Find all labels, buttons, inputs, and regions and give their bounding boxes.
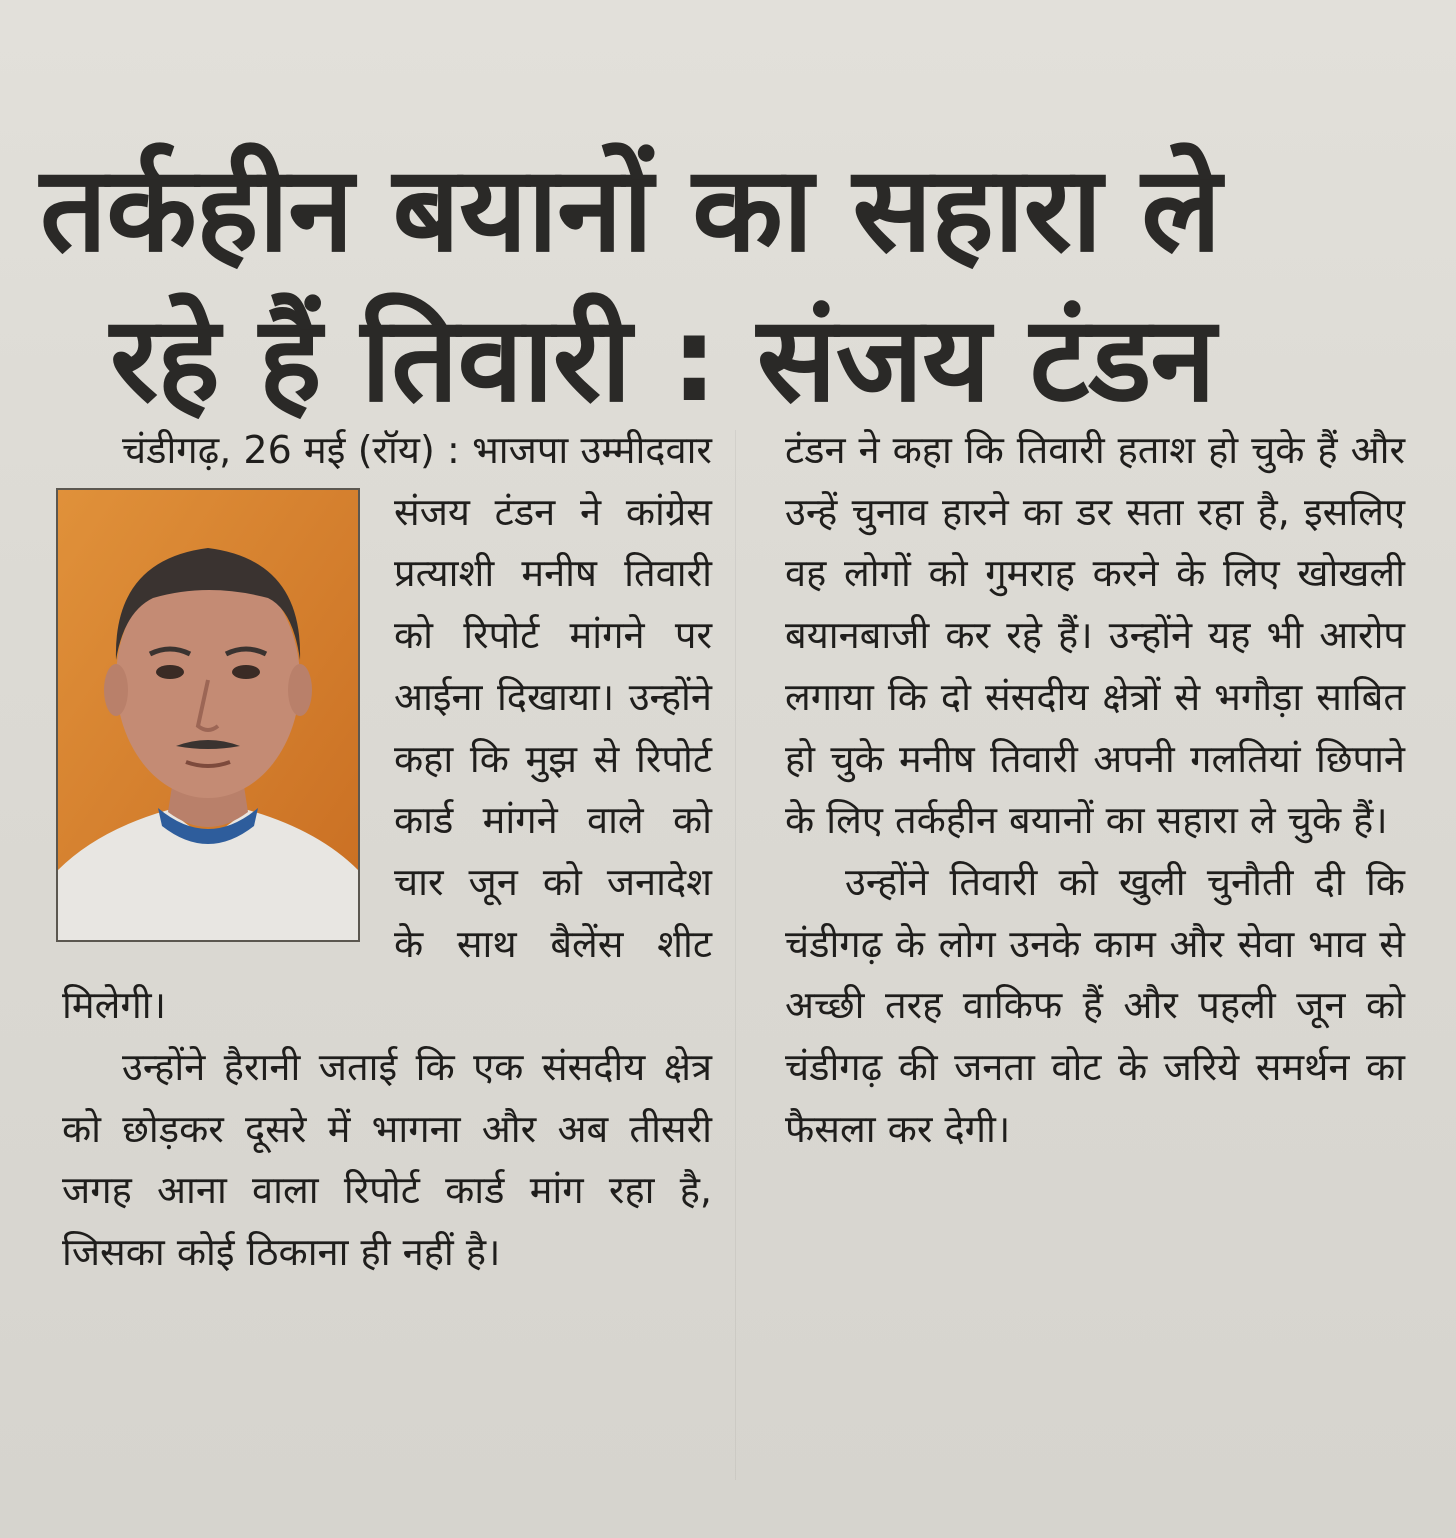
headline-line-2: रहे हैं तिवारी : संजय टंडन [110,290,1215,429]
portrait-image [58,490,358,940]
column-divider [735,430,736,1480]
lead-paragraph [62,420,712,1037]
lead-text: भाजपा उम्मीदवार संजय टंडन ने कांग्रेस प्रत्याशी मनीष तिवारी को रिपोर्ट मांगने पर आईना दिखाया। उन्होंने कहा कि मुझ से रिपोर्ट कार्ड मांगने वाले को चार जून को जनादेश के साथ बैलेंस शीट मिलेगी। [62,428,712,1028]
article-column-right [785,420,1405,1160]
headline-line-1: तर्कहीन बयानों का सहारा ले [40,140,1221,279]
headline [40,134,1420,434]
paragraph-3: टंडन ने कहा कि तिवारी हताश हो चुके हैं और उन्हें चुनाव हारने का डर सता रहा है, इसलिए वह लोगों को गुमराह करने के लिए खोखली बयानबाजी कर रहे हैं। उन्होंने यह भी आरोप लगाया कि दो संसदीय क्षेत्रों से भगौड़ा साबित हो चुके मनीष तिवारी अपनी गलतियां छिपाने के लिए तर्कहीन बयानों का सहारा ले चुके हैं। [785,428,1405,843]
paragraph-2: उन्होंने हैरानी जताई कि एक संसदीय क्षेत्र को छोड़कर दूसरे में भागना और अब तीसरी जगह आना वाला रिपोर्ट कार्ड मांग रहा है, जिसका कोई ठिकाना ही नहीं है। [62,1045,712,1275]
article-column-left [62,420,712,1284]
paragraph-4: उन्होंने तिवारी को खुली चुनौती दी कि चंडीगढ़ के लोग उनके काम और सेवा भाव से अच्छी तरह वाकिफ हैं और पहली जून को चंडीगढ़ की जनता वोट के जरिये समर्थन का फैसला कर देगी। [785,859,1405,1151]
dateline: चंडीगढ़, 26 मई (रॉय) : [122,428,460,472]
candidate-photo [56,488,360,942]
